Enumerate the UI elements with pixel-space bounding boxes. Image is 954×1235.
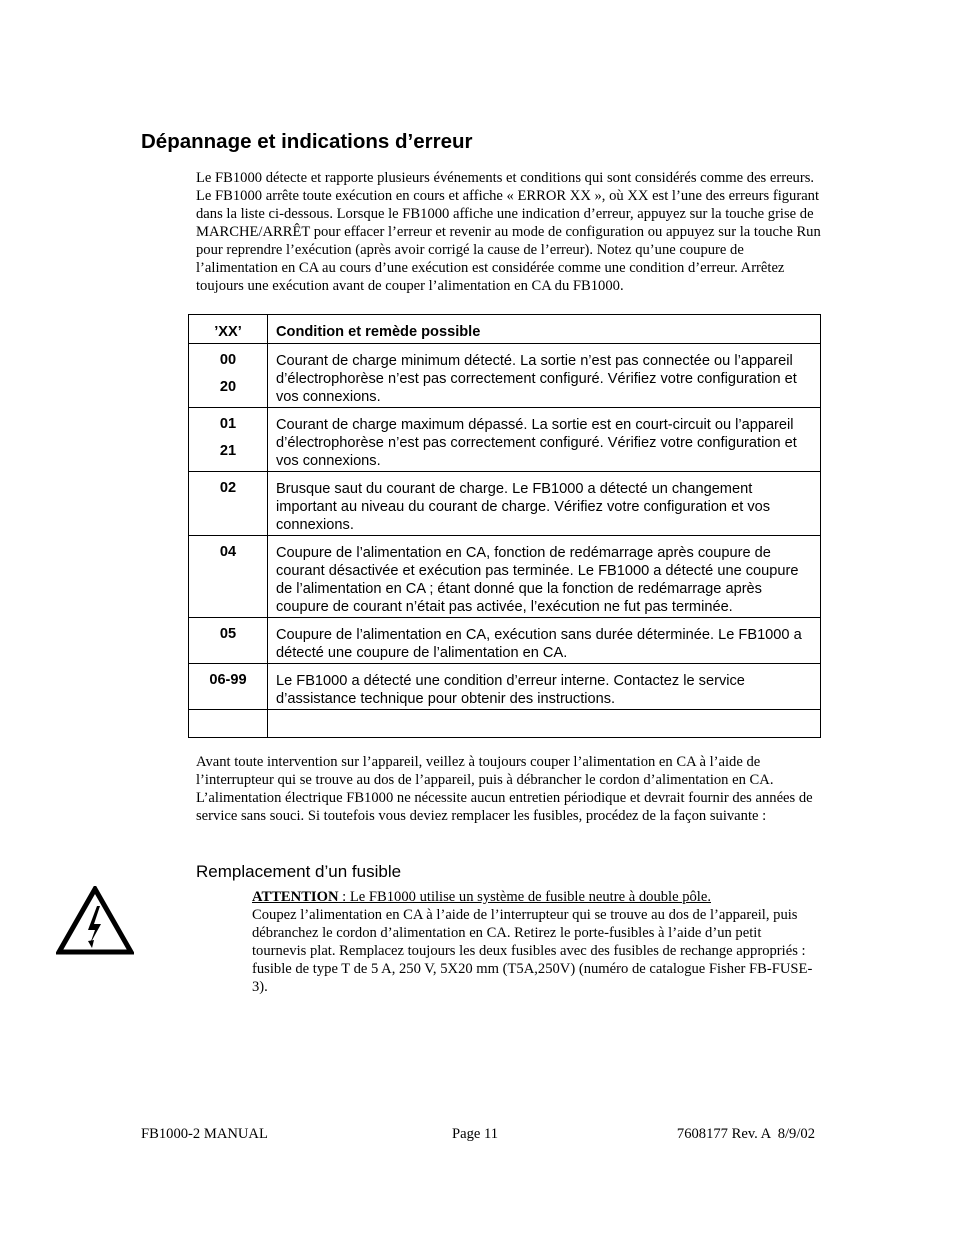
condition-cell: Courant de charge minimum détecté. La sortie n’est pas connectée ou l’appareil d’électrophorèse n’est pas correctement configuré. Vérifiez votre configuration et vos connexions. xyxy=(268,344,821,408)
error-code-cell xyxy=(189,408,268,472)
table-row xyxy=(189,664,821,710)
error-code-cell xyxy=(189,472,268,536)
error-code: 02 xyxy=(219,480,237,496)
error-code: 21 xyxy=(219,443,237,459)
table-row xyxy=(189,408,821,472)
error-code: 20 xyxy=(219,379,237,395)
table-row xyxy=(189,536,821,618)
table-row xyxy=(189,472,821,536)
condition-cell: Le FB1000 a détecté une condition d’erreur interne. Contactez le service d’assistance technique pour obtenir des instructions. xyxy=(268,664,821,710)
empty-cell xyxy=(189,710,268,738)
table-header-row xyxy=(189,315,821,344)
error-code: 04 xyxy=(219,544,237,560)
empty-cell xyxy=(268,710,821,738)
error-code-cell xyxy=(189,344,268,408)
header-condition: Condition et remède possible xyxy=(268,315,821,344)
condition-cell: Coupure de l’alimentation en CA, fonction de redémarrage après coupure de courant désactivée et exécution pas terminée. Le FB1000 a détecté une coupure de l’alimentation en CA ; étant donné que la fonction de redémarrage après coupure de courant n’était pas activée, l’exécution ne fut pas terminée. xyxy=(268,536,821,618)
condition-cell: Brusque saut du courant de charge. Le FB1000 a détecté un changement important au niveau du courant de charge. Vérifiez votre configuration et vos connexions. xyxy=(268,472,821,536)
error-code: 01 xyxy=(219,416,237,432)
footer-page-number: Page 11 xyxy=(452,1126,499,1142)
error-code: 00 xyxy=(219,352,237,368)
table-row xyxy=(189,618,821,664)
empty-table-row xyxy=(189,710,821,738)
error-code: 05 xyxy=(219,626,237,642)
table-row xyxy=(189,344,821,408)
condition-cell: Coupure de l’alimentation en CA, exécution sans durée déterminée. Le FB1000 a détecté une coupure de l’alimentation en CA. xyxy=(268,618,821,664)
attention-body: Coupez l’alimentation en CA à l’aide de l’interrupteur qui se trouve au dos de l’appareil, puis débranchez le cordon d’alimentation en CA. Retirez le porte-fusibles à l’aide d’un petit tournevis plat. Remplacez toujours les deux fusibles avec des fusibles de rechange appropriés : fusible de type T de 5 A, 250 V, 5X20 mm (T5A,250V) (numéro de catalogue Fisher FB-FUSE-3). xyxy=(252,907,813,995)
footer-manual-title: FB1000-2 MANUAL xyxy=(141,1126,268,1142)
error-code-cell xyxy=(189,664,268,710)
attention-headline xyxy=(252,888,817,906)
error-code: 06-99 xyxy=(209,672,247,688)
footer-revision: 7608177 Rev. A 8/9/02 xyxy=(676,1126,815,1142)
error-codes-table xyxy=(188,314,821,738)
error-code-cell xyxy=(189,618,268,664)
high-voltage-warning-icon xyxy=(56,886,134,956)
attention-block xyxy=(252,888,817,996)
fuse-replacement-heading: Remplacement d’un fusible xyxy=(196,862,402,881)
condition-cell: Courant de charge maximum dépassé. La sortie est en court-circuit ou l’appareil d’électrophorèse n’est pas correctement configuré. Vérifiez votre configuration et vos connexions. xyxy=(268,408,821,472)
maintenance-paragraph: Avant toute intervention sur l’appareil, veillez à toujours couper l’alimentation en CA à l’aide de l’interrupteur qui se trouve au dos de l’appareil, puis à débrancher le cordon d’alimentation en CA. L’alimentation électrique FB1000 ne nécessite aucun entretien périodique et devrait fournir des années de service sans souci. Si toutefois vous deviez remplacer les fusibles, procédez de la façon suivante : xyxy=(196,754,813,824)
intro-paragraph: Le FB1000 détecte et rapporte plusieurs événements et conditions qui sont considérés comme des erreurs. Le FB1000 arrête toute exécution en cours et affiche « ERROR XX », où XX est l’une des erreurs figurant dans la liste ci-dessous. Lorsque le FB1000 affiche une indication d’erreur, appuyez sur la touche grise de MARCHE/ARRÊT pour effacer l’erreur et revenir au mode de configuration ou appuyez sur la touche Run pour reprendre l’exécution (après avoir corrigé la cause de l’erreur). Notez qu’une coupure de l’alimentation en CA au cours d’une exécution est considérée comme une condition d’erreur. Arrêtez toujours une exécution avant de couper l’alimentation en CA du FB1000. xyxy=(196,170,821,294)
page-heading: Dépannage et indications d’erreur xyxy=(141,130,473,153)
error-code-cell xyxy=(189,536,268,618)
attention-label: ATTENTION xyxy=(252,889,339,905)
header-code: ’XX’ xyxy=(189,315,268,344)
attention-headline-text: : Le FB1000 utilise un système de fusible neutre à double pôle. xyxy=(338,889,711,905)
page-footer xyxy=(141,1126,815,1146)
